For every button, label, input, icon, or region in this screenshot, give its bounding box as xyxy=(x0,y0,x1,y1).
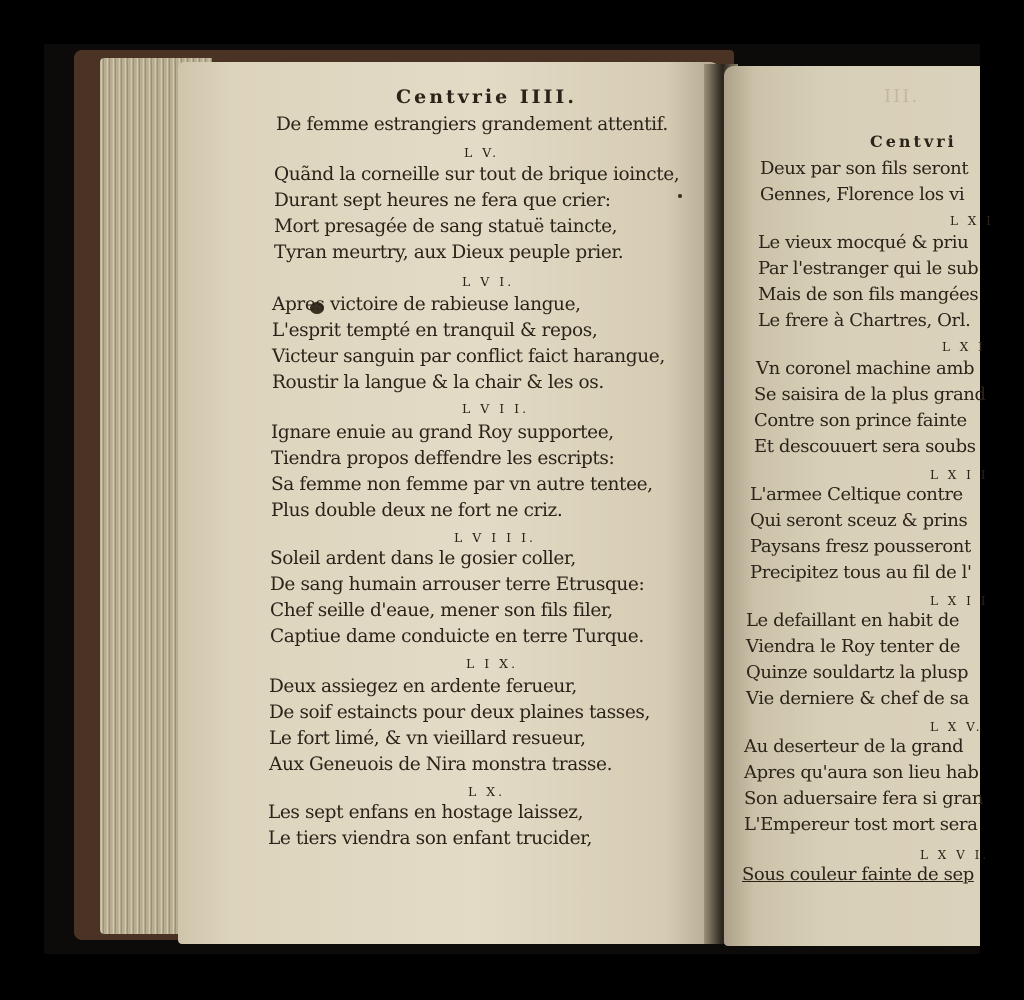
left-running-head: Centvrie IIII. xyxy=(396,86,577,108)
left-line-19: Chef seille d'eaue, mener son fils filer, xyxy=(270,600,613,621)
right-line-6: Le frere à Chartres, Orl. xyxy=(758,310,971,331)
right-page-text: III. Centvri Deux par son fils seront Gennes, Florence los vi L X I Le vieux mocqué & priu Par l'estranger qui le sub Mais de son fils mangées Le frere à Chartres, Orl. L X I Vn coronel machine amb Se saisira de la plus grand Contre son prince fainte Et descouuert sera soubs L X I I L'armee Celtique contre Qui seront sceuz & prins Paysans fresz pousseront Precipitez tous au fil de l' L X I I Le defaillant en habit de Viendra le Roy tenter de Quinze souldartz la plusp Vie derniere & chef de sa L X V. Au deserteur de la grand Apres qu'aura son lieu hab Son aduersaire fera si gran L'Empereur tost mort sera L X V I. Sous couleur fainte de sep xyxy=(742,86,994,885)
left-line-21: L I X. xyxy=(466,656,519,671)
left-line-22: Deux assiegez en ardente ferueur, xyxy=(269,676,577,697)
right-line-9: Se saisira de la plus grand xyxy=(754,384,986,405)
right-line-10: Contre son prince fainte xyxy=(754,410,967,431)
left-line-2: Quãnd la corneille sur tout de brique ioincte, xyxy=(274,164,680,185)
right-line-1: Gennes, Florence los vi xyxy=(760,184,965,205)
left-line-5: Tyran meurtry, aux Dieux peuple prier. xyxy=(274,242,624,263)
right-line-12: L X I I xyxy=(930,468,989,482)
right-line-28: Sous couleur fainte de sep xyxy=(742,864,974,885)
left-line-13: Tiendra propos deffendre les escripts: xyxy=(271,448,615,469)
left-line-12: Ignare enuie au grand Roy supportee, xyxy=(271,422,614,443)
left-line-26: L X. xyxy=(468,784,506,799)
right-line-24: Apres qu'aura son lieu hab xyxy=(744,762,979,783)
right-line-2: L X I xyxy=(950,214,994,228)
right-line-15: Paysans fresz pousseront xyxy=(750,536,971,557)
right-line-21: Vie derniere & chef de sa xyxy=(746,688,969,709)
right-line-7: L X I xyxy=(942,340,986,354)
right-line-4: Par l'estranger qui le sub xyxy=(758,258,979,279)
right-line-20: Quinze souldartz la plusp xyxy=(746,662,969,683)
right-line-5: Mais de son fils mangées xyxy=(758,284,979,305)
right-line-26: L'Empereur tost mort sera xyxy=(744,814,978,835)
right-line-23: Au deserteur de la grand xyxy=(744,736,964,757)
right-line-11: Et descouuert sera soubs xyxy=(754,436,976,457)
left-line-18: De sang humain arrouser terre Etrusque: xyxy=(270,574,645,595)
ink-speck xyxy=(678,194,682,198)
right-line-19: Viendra le Roy tenter de xyxy=(746,636,960,657)
left-line-15: Plus double deux ne fort ne criz. xyxy=(271,500,563,521)
right-line-27: L X V I. xyxy=(920,848,990,862)
right-line-22: L X V. xyxy=(930,720,983,734)
left-line-0: De femme estrangiers grandement attentif. xyxy=(276,114,668,135)
left-line-9: Victeur sanguin par conflict faict harangue, xyxy=(272,346,665,367)
left-line-20: Captiue dame conduicte en terre Turque. xyxy=(270,626,644,647)
left-line-6: L V I. xyxy=(462,274,515,289)
left-line-28: Le tiers viendra son enfant trucider, xyxy=(268,828,593,849)
left-line-27: Les sept enfans en hostage laissez, xyxy=(268,802,584,823)
right-line-0: Deux par son fils seront xyxy=(760,158,969,179)
left-line-3: Durant sept heures ne fera que crier: xyxy=(274,190,611,211)
left-line-23: De soif estaincts pour deux plaines tasses, xyxy=(269,702,651,723)
left-line-16: L V I I I. xyxy=(454,530,537,545)
left-line-7: Apres victoire de rabieuse langue, xyxy=(272,294,581,315)
right-line-25: Son aduersaire fera si gran xyxy=(744,788,984,809)
right-running-head: Centvri xyxy=(870,132,957,151)
right-line-16: Precipitez tous au fil de l' xyxy=(750,562,972,583)
left-line-14: Sa femme non femme par vn autre tentee, xyxy=(271,474,653,495)
left-line-25: Aux Geneuois de Nira monstra trasse. xyxy=(269,754,613,775)
left-line-11: L V I I. xyxy=(462,401,530,416)
left-line-17: Soleil ardent dans le gosier coller, xyxy=(270,548,576,569)
right-line-8: Vn coronel machine amb xyxy=(756,358,975,379)
left-line-1: L V. xyxy=(464,145,500,160)
right-line-13: L'armee Celtique contre xyxy=(750,484,963,505)
right-line-17: L X I I xyxy=(930,594,989,608)
right-line-14: Qui seront sceuz & prins xyxy=(750,510,968,531)
left-line-8: L'esprit tempté en tranquil & repos, xyxy=(272,320,598,341)
right-line-3: Le vieux mocqué & priu xyxy=(758,232,969,253)
right-line-18: Le defaillant en habit de xyxy=(746,610,960,631)
left-line-4: Mort presagée de sang statuë taincte, xyxy=(274,216,618,237)
left-line-10: Roustir la langue & la chair & les os. xyxy=(272,372,604,393)
left-line-24: Le fort limé, & vn vieillard resueur, xyxy=(269,728,586,749)
